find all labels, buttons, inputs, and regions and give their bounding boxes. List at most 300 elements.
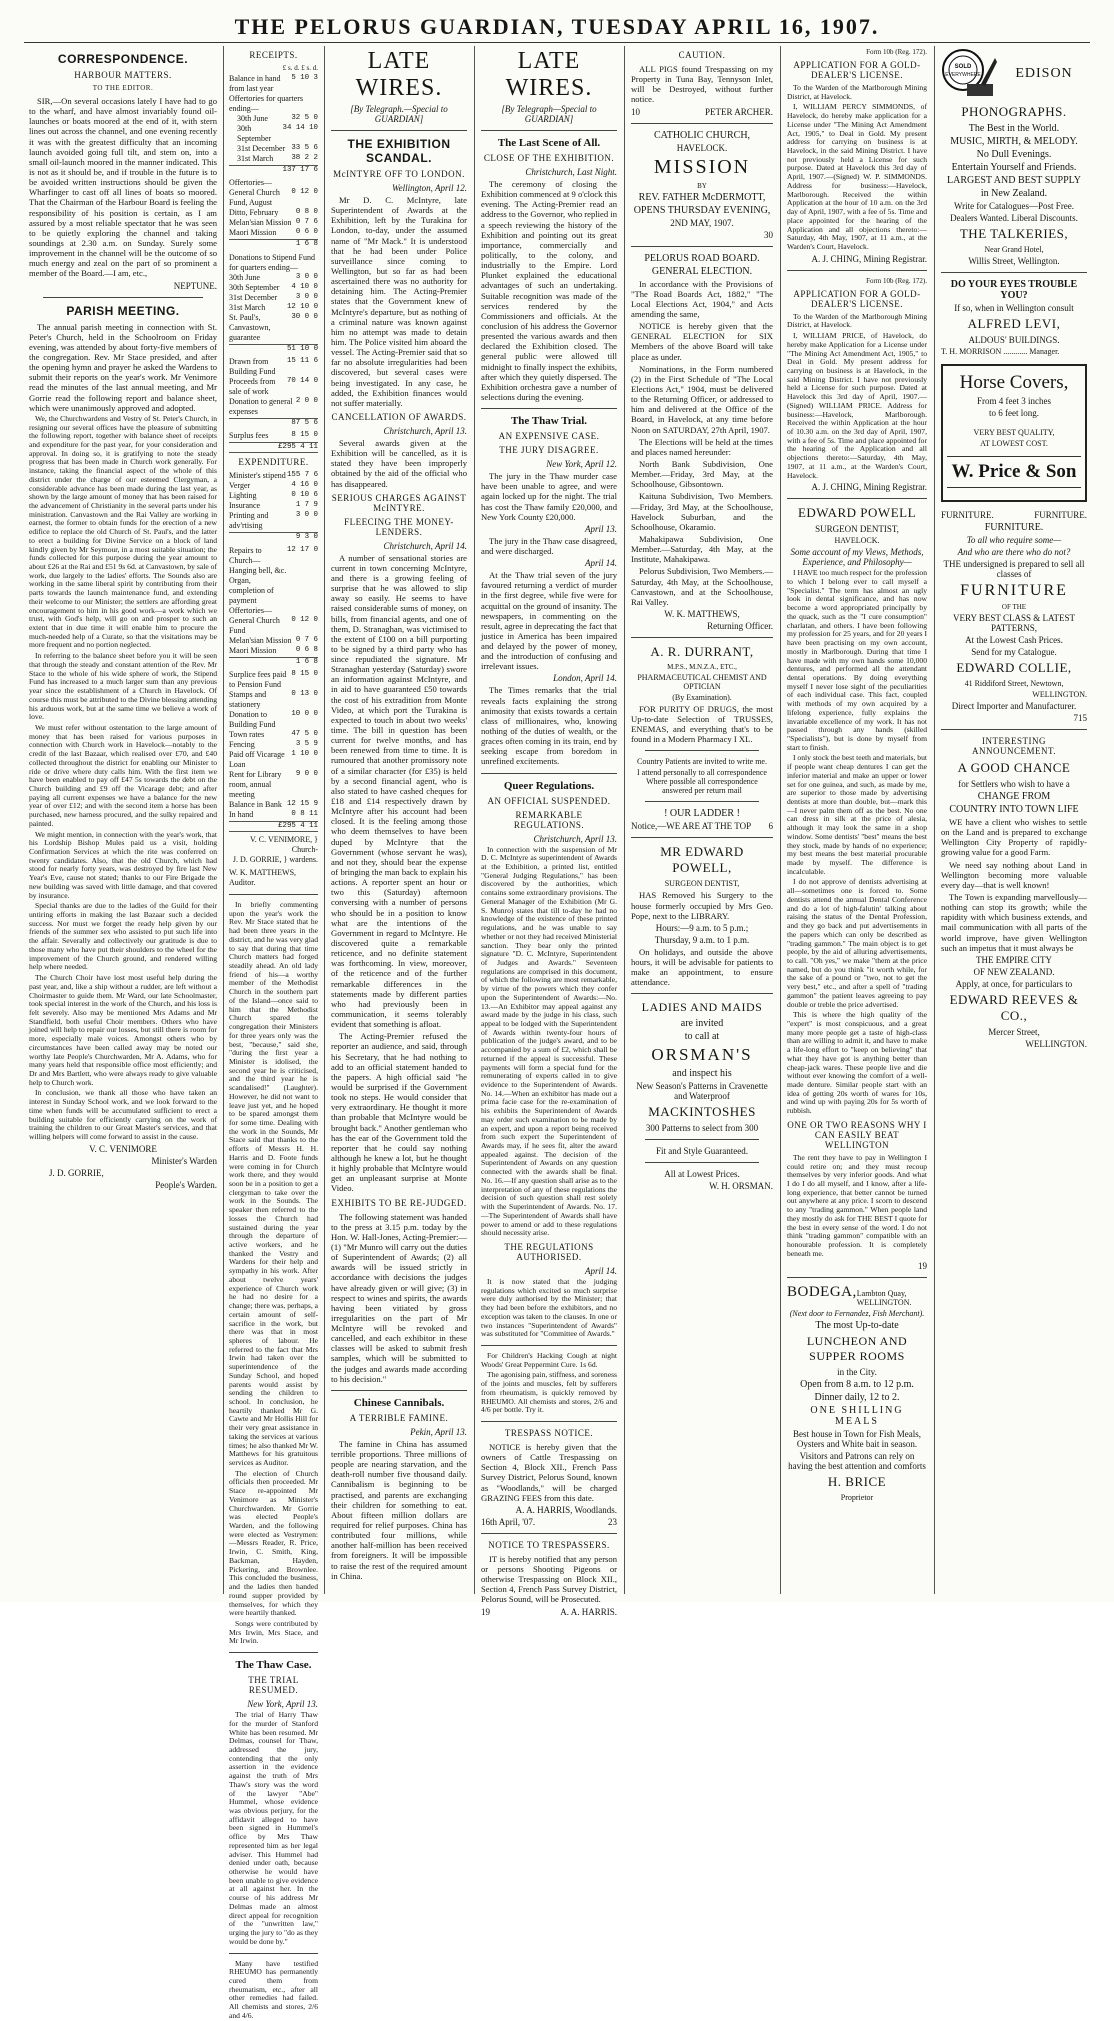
sub-heading: AN EXPENSIVE CASE. — [498, 431, 600, 442]
receipts-ledger — [229, 74, 318, 453]
ledger-row — [229, 690, 318, 710]
ledger-amount: 12 15 9 — [286, 799, 318, 808]
ledger-amount: 12 17 0 — [286, 545, 318, 554]
signature: A. A. HARRIS. — [560, 1606, 617, 1617]
ledger-amount: 33 5 6 — [291, 144, 318, 152]
ledger-amount: 12 10 0 — [286, 302, 318, 311]
notice-number: 6 — [768, 821, 773, 832]
advert-line: OPENS THURSDAY EVENING, — [633, 204, 771, 216]
advert-line: T. H. MORRISON ............ Manager. — [941, 347, 1060, 356]
advert-headline: EDWARD POWELL — [797, 505, 917, 521]
article-heading: The Last Scene of All. — [497, 137, 601, 149]
advert-line: SURGEON DENTIST, — [664, 879, 740, 889]
ledger-amount: 0 7 6 — [295, 218, 318, 227]
advert-line: Send for my Catalogue. — [971, 647, 1057, 657]
notice-body: I, WILLIAM PRICE, of Havelock, do hereby make Application for a License under "The Mining Act Amendment Act, 1905," to Deal in Gold. My present address for carrying on business is at Havelock, in the said Mining District. I have not previously held a License for such purpose. Dated at Havelock this 3rd day of April, 1907.—(Signed) WILLIAM PRICE. Address for business:—Havelock, Marlborough. Received the within Application at the hour of 10.30 a.m. on the 3rd day of April, 1907, with a fee of 5s. Time and place appointed for the hearing of the Application and all objections thereto:—Saturday, 4th May, 1907, at 11 a.m., at the Warden's Court, Havelock. — [787, 331, 927, 480]
advert-line: The Best in the World. — [968, 123, 1060, 134]
subdivision-item: Kaituna Subdivision, Two Members.—Friday, 3rd May, at the Schoolhouse, Havelock Suburban, and the Schoolhouse, Okaramio. — [631, 491, 773, 532]
article-paragraph: The jury in the Thaw case disagreed, and were discharged. — [481, 535, 617, 556]
subdivision-list — [631, 459, 773, 607]
advert-text: We need say nothing about Land in Wellington becoming more valuable every day—that is well known! — [941, 859, 1087, 890]
ledger-amount: 30 0 0 — [291, 312, 318, 321]
notice-body: I, WILLIAM PERCY SIMMONDS, of Havelock, do hereby make application for a License under "The Mining Act Amendment Act, 1905," to Deal in Gold. My present address for carrying on business is at Havelock, in the said Mining District. I have not previously held a License for such purpose. Dated at Havelock this 3rd day of April, 1907.—(Signed) W. P. SIMMONDS. Address for business:—Havelock, Marlborough. Received the within Application at the hour of 10 a.m. on the 3rd day of April, 1907, with a fee of 5s. Time and place appointed for the hearing of the Application and all objections thereto:—Saturday, 4th May, 1907, at 11 a.m., at the Warden's Court, Havelock. — [787, 102, 927, 251]
ledger-amount: 32 5 0 — [291, 114, 318, 122]
divider — [481, 130, 617, 131]
ledger-label: St. Paul's, Canvastown, guarantee — [229, 312, 271, 342]
ledger-row — [229, 740, 318, 750]
sub-heading: ONE OR TWO REASONS WHY I CAN EASILY BEAT WELLINGTON — [787, 1119, 927, 1150]
advert-headline: MISSION — [653, 155, 751, 178]
ledger-row — [229, 471, 318, 481]
advert-footer — [631, 821, 773, 831]
dateline: Christchurch, Last Night. — [525, 167, 617, 177]
ledger-amount: 0 6 0 — [295, 228, 318, 237]
advert-line: Hours:—9 a.m. to 5 p.m.; — [655, 922, 749, 933]
advert-headline: Horse Covers, — [959, 372, 1069, 393]
notice-body: NOTICE is hereby given that the owners of Cattle Trespassing on Section 4, Block XII., French Pass Survey District, Pelorus Sound, known as "Woodlands," will be charged GRAZING FEES from this date. — [481, 1442, 617, 1503]
notice-number: 30 — [764, 229, 773, 240]
ledger-amount: 9 0 0 — [295, 769, 318, 778]
ledger-label: Offertories— — [229, 605, 272, 615]
ledger-amount: 3 5 9 — [295, 739, 318, 748]
advert-line: COUNTRY INTO TOWN LIFE — [949, 804, 1079, 815]
advert-line: to call at — [684, 1031, 720, 1043]
notice-number: 19 — [918, 1260, 927, 1271]
ledger-amount: 47 5 0 — [291, 729, 318, 738]
ledger-row — [229, 283, 318, 293]
offertories-list — [229, 616, 318, 656]
ledger-amount: 0 12 0 — [291, 188, 318, 197]
ledger-amount: 5 10 3 — [291, 74, 318, 82]
article-paragraph: We must refer without ostentation to the large amount of money that has been raised for various purposes in connection with Church work in Havelock—notably to the credit of the last Bazaar, which realised over £70, and £40 collected throughout the district for enabling our Minister to ride or drive where duty calls him. With the first item we have been enabled to pay off £47 5s towards the debt on the Church building and £9 off the Vicarage debt; and after paying all current expenses we have a balance for the new year of over £12; and with the second item a horse has been purchased, new harness procured, and the sulky repaired and painted. — [29, 722, 217, 828]
ledger-label: 30th September — [237, 124, 272, 143]
advert-headline: LUNCHEON AND SUPPER ROOMS — [806, 1333, 908, 1363]
advert-headline: MR EDWARD POWELL, — [660, 844, 744, 876]
ledger-row — [229, 646, 318, 656]
subtotal: 9 3 0 — [229, 532, 318, 542]
advert-line: HAVELOCK. — [834, 536, 880, 546]
subdivision-item: Pelorus Subdivision, Two Members.—Saturday, 4th May, at the Schoolhouse, Canvastown, and at the Schoolhouse, Rai Valley. — [631, 566, 773, 607]
ledger-amount: 4 16 0 — [291, 481, 318, 490]
sub-heading: AN OFFICIAL SUSPENDED. — [487, 795, 611, 806]
column-late-wires-1 — [326, 46, 472, 1594]
ledger-row — [229, 397, 318, 417]
advert-line: to 6 feet long. — [989, 408, 1039, 418]
article-paragraph: The jury in the Thaw murder case have been unable to agree, and were again locked up for the night. The trial has cost the Thaw family £20,000, and New York County £20,000. — [481, 471, 617, 522]
subtotal: 51 10 0 — [229, 344, 318, 354]
section-heading: CORRESPONDENCE. — [57, 52, 189, 66]
ledger-row — [229, 800, 318, 810]
article-paragraph: We might mention, in connection with the year's work, that his Lordship Bishop Mules paid us a visit, holding Confirmation Services at which the rite was conferred on twenty candidates. Also, that the old Church, which had stood for nearly forty years, was destroyed by fire last New Year's Eve, cause not stated; thanks to our Fire Brigade the new building was saved with little damage, and that covered by insurance. — [29, 829, 217, 900]
advert-line: The most Up-to-date — [815, 1319, 899, 1331]
more-list — [229, 730, 318, 820]
ledger-row — [229, 377, 318, 397]
divider — [787, 498, 927, 499]
dateline: London, April 14. — [553, 673, 617, 684]
article-paragraph: The famine in China has assumed terrible proportions. Three millions of people are nearing starvation, and the death-roll number five thousand daily. Cannibalism is beginning to be practised, and parents are exchanging their children for something to eat. About fifteen million dollars are required for relief purposes. China has contributed four millions, while another half-million has been received from foreigners. It will be impossible to raise the rest of the required amount in China. — [331, 1438, 467, 1581]
article-paragraph: The Acting-Premier refused the reporter an audience, and said, through his Secretary, that he had nothing to add to an official statement handed to the papers. A high official said "he would be surprised if the Government took no steps. He would consider that very extraordinary. He thought it more than probable that McIntyre would be brought back." Another gentleman who has the ear of the Government told the reporter that he could say nothing although he knew a lot, but he thought it highly probable that McIntyre would get an unpleasant surprise at Monte Video. — [331, 1031, 467, 1194]
ledger-row — [229, 124, 318, 144]
ledger-amount: 3 0 0 — [295, 272, 318, 281]
advert-headline: LADIES AND MAIDS — [641, 1000, 763, 1015]
logo-text-top: SOLD — [954, 64, 972, 70]
ledger-label: Paid off Vicarage Loan — [229, 749, 285, 769]
ledger-label: 30th June — [229, 272, 260, 282]
ledger-row — [229, 208, 318, 218]
advert-text: FOR PURITY OF DRUGS, the most Up-to-date Selection of TRUSSES, ENEMAS, and everything that's to be found in a Modern Pharmacy I XL. — [631, 703, 773, 745]
advert-line: SURGEON DENTIST, — [815, 524, 899, 535]
advert-headline: MACKINTOSHES — [648, 1104, 756, 1120]
ledger-row — [229, 546, 318, 606]
ledger-amount: 38 2 2 — [291, 154, 318, 162]
ledger-row — [229, 228, 318, 238]
advert-line: for Settlers who wish to have a — [958, 779, 1070, 789]
ledger-label: 31st December — [229, 292, 278, 302]
masthead: THE PELORUS GUARDIAN, TUESDAY APRIL 16, 1907. — [234, 14, 880, 39]
column-rule — [780, 46, 781, 1594]
ledger-label: Melan'sian Mission — [229, 218, 292, 228]
divider — [787, 1277, 927, 1278]
form-number: Form 10b (Reg. 172). — [866, 276, 927, 285]
advert-line: No Dull Evenings. — [976, 149, 1052, 160]
advert-header — [787, 1284, 927, 1307]
advert-headline: DO YOUR EYES TROUBLE YOU? — [950, 279, 1078, 301]
advert-line: ! OUR LADDER ! — [664, 808, 740, 820]
ledger-row — [229, 273, 318, 283]
article-paragraph: In referring to the balance sheet before you it will be seen that through the steady and constant attention of the Rev. Mr Stace to the whole of his wide sphere of work, the Stipend Fund has increased to a much larger sum than any previous year since the establishment of a Church in Havelock. Of course this must be attributed to the Divine blessing attending his arduous work, but at the same time we believe a work of love. — [29, 651, 217, 722]
divider — [631, 637, 773, 638]
ledger-amount: 0 8 11 — [291, 809, 318, 818]
ledger-row — [229, 114, 318, 124]
ledger-row — [229, 501, 318, 511]
advert-headline: FURNITURE — [960, 582, 1068, 599]
article-paragraph: We, the Churchwardens and Vestry of St. Peter's Church, in resigning our several offices have the pleasure of submitting the following report, together with balance sheet of receipts and expenditure for the past year, for your consideration and approval. In doing so, it is gratifying to note the steady progress that has been made in Church work generally. For instance, taking the financial aspect of the whole of this district under the charge of our esteemed Clergyman, a considerable advance has been made during the last year, as shown by the large amount of money that has been raised for the advancement of Christianity in the several parts under his ministration. Canvastown and the Rai Valley are working in earnest, the former to obtain funds for the erection of a new edifice to replace the old Church of St. Paul's, and the latter to erect a building for Divine Service on a block of land kindly given by Mr Seymour, in a most suitable situation; the funds collected for this purpose during the year amount to about £26 at the Rai and £51 9s 6d. at Canvastown, by sale of work, due largely to the ladies' efforts. The Sounds also are working in the same liberal spirit by contributing from their parts towards the launch maintenance fund, and extending their welcome to our Minister; the settlers are affording great encouragement to him in his good work—a work which we trust, with God's help, will go on and prosper to such an extent that in due time it will enable him to procure the much-needed help of a Curate, so that the visitations may be more frequent and no portion neglected. — [29, 413, 217, 650]
divider — [631, 246, 773, 247]
advert-line: Notice,—WE ARE AT THE TOP — [631, 821, 752, 832]
notice-body: ALL PIGS found Trespassing on my Property in Tuna Bay, Tennyson Inlet, will be Destroyed, without further notice. — [631, 64, 773, 105]
advert-text: Many have testified RHEUMO has permanently cured them from rheumatism, etc., after all other remedies had failed. All chemists and stores, 2/6 and 4/6. — [229, 1958, 318, 2020]
advert-line: 300 Patterns to select from 300 — [645, 1123, 759, 1134]
divider — [631, 837, 773, 838]
ledger-label: Donation to general expenses — [229, 396, 293, 416]
ledger-row — [229, 357, 318, 377]
article-paragraph: The election of Church officials then proceeded. Mr Stace re-appointed Mr Venimore as Minister's Churchwarden. Mr Gorrie was elected People's Warden, and the following were elected as Vestrymen:—Messrs Reader, R. Price, Irwin, C. Smith, King, Backman, Hayden, Pickering, and Brownlee. This concluded the business, and the ladies then handed round supper provided by themselves, for which they were heartily thanked. — [229, 1468, 318, 1618]
advert-line: Dealers Wanted. Liberal Discounts. — [950, 213, 1078, 223]
edison-title — [1001, 63, 1087, 85]
ledger-amount: 15 11 6 — [286, 356, 318, 365]
notice-body: IT is hereby notified that any person or persons Shooting Pigeons or otherwise Trespassing on Block XII., Section 4, French Pass Survey District, Pelorus Sound, will be Prosecuted. — [481, 1553, 617, 1605]
advert-line: WELLINGTON. — [1025, 1038, 1087, 1049]
divider — [645, 1162, 759, 1163]
advert-text: The agonising pain, stiffness, and soreness of the joints and muscles, felt by sufferers from rheumatism, is quickly removed by RHEUMO. All chemists and stores, 2/6 and 4/6 per bottle. Try it. — [481, 1370, 617, 1415]
ledger-row — [229, 750, 318, 770]
ledger-amount: 155 7 6 — [286, 471, 318, 480]
column-rule — [624, 46, 625, 1594]
advert-line: 41 Riddiford Street, Newtown, — [964, 679, 1064, 688]
ledger-label: 30th September — [229, 282, 280, 292]
advert-line: FURNITURE. — [941, 510, 994, 520]
advert-headline: EDISON — [1015, 66, 1073, 81]
advert-line: From 4 feet 3 inches — [977, 396, 1051, 406]
ledger-label: Maori Mission — [229, 645, 277, 655]
top-rule — [24, 42, 1090, 43]
notice-heading: PELORUS ROAD BOARD. — [644, 252, 760, 264]
advert-line: THE EMPIRE CITY — [976, 954, 1052, 965]
article-heading: The Thaw Trial. — [510, 415, 588, 428]
logo-text-bottom: EVERYWHERE — [945, 72, 981, 78]
ledger-label: 31st December — [237, 144, 286, 153]
advert-line: VERY BEST QUALITY, — [973, 428, 1055, 437]
column-rule — [934, 46, 935, 1594]
dateline: New York, April 13. — [247, 1699, 318, 1710]
dateline: April 14. — [584, 1265, 617, 1276]
divider — [941, 729, 1087, 730]
dateline: Wellington, April 12. — [391, 183, 467, 193]
expenditure-heading: EXPENDITURE. — [238, 457, 309, 468]
ledger-row — [229, 94, 318, 114]
ledger-amount: 3 0 0 — [295, 511, 318, 520]
advert-line: Write for Catalogues—Post Free. — [953, 201, 1075, 211]
advert-text: On holidays, and outside the above hours, it will be advisable for patients to make an appointment, to ensure attendance. — [631, 946, 773, 988]
article-paragraph: The Church Choir have lost most useful help during the past year, and, like a ship without a rudder, are left without a Choirmaster to guide them. Mr Ward, our late Schoolmaster, took special interest in the work of the Church, and his loss is felt severely. Also may be mentioned Mrs Adams and Mr Standfield, both useful Choir members. Others who have joined will help to repair our losses, but still there is room for more, especially male voices. Amongst others who by circumstances have been called away may be noted our worthy late People's Churchwarden, Mr A. Adams, who for many years held that responsible office most efficiently; and Dr and Mrs Bartlett, who were always ready to give valuable help to Church work. — [29, 973, 217, 1087]
ledger-row — [229, 188, 318, 208]
divider — [631, 993, 773, 994]
letter-body: SIR,—On several occasions lately I have had to go to the wharf, and have almost invariably found oil-launches or boats moored at the end of it, with stern lines out across the channel, and one evening recently it was with the greatest difficulty that an incoming launch avoided going full tilt, and stem on, into a small oil-launch moored in the manner indicated. This is not as it should be, and if trouble in the future is to be avoided written instructions should be given the Wharfinger to cast off all lines of boats so moored. That the Chairman of the Harbour Board is feeling the responsibility of his position is certain, as I am assured by a most reliable spectator that he was seen to be quietly exploring the channel and taking soundings at 2.30 a.m. on Sunday. Surely some improvement in the channel will be the outcome of so much energy and zeal on the part of so prominent a member of the Board.—I am, etc., — [29, 96, 217, 279]
sub-heading: THE TRIAL RESUMED. — [248, 1675, 299, 1696]
article-paragraph: The annual parish meeting in connection with St. Peter's Church, held in the Schoolroom on Friday evening, was attended by about forty-five members of the congregation. Rev. Mr Stace presided, and after the opening hymn and prayer he asked the Wardens to submit their reports on the year's work. Mr Venimore read the minutes of the last annual meeting, and Mr Gorrie read the following report and balance sheet, which were unanimously approved and adopted. — [29, 321, 217, 413]
advert-line: 2ND MAY, 1907. — [670, 217, 734, 228]
ledger-amount: 3 0 0 — [295, 292, 318, 301]
advert-line: Apply, at once, for particulars to — [955, 978, 1073, 989]
ledger-label: Donation to Building Fund — [229, 709, 276, 729]
ledger-amount: 10 0 0 — [291, 709, 318, 718]
dateline: Christchurch, April 13. — [383, 425, 467, 436]
advert-headline: ALFRED LEVI, — [967, 316, 1061, 331]
article-paragraph: A number of sensational stories are current in town concerning McIntyre, and there is a growing feeling of surprise that he was allowed to slip away so easily. He seems to have raised considerable sums of money, on bills, from financial agents, and one of them, D. Stranaghan, was victimised to the extent of £100 on a bill purporting to be signed by a third party who has since repudiated the signature. Mr Stranaghan yesterday (Saturday) swore an information against McIntyre, and in aid to have guaranteed £50 towards the cost of his extradition from Monte Video, at which port the Turakina is expected to touch in about two weeks' time. The bill in question has been current for twelve months, and has been renewed from time to time. It is rumoured that another promissory note of a similar character (for £35) is held by a second financial agent, who is also stated to have cashed cheques for £18 and £14 respectively drawn by McIntyre after his account had been closed. It is the feeling among those who deem themselves to have been duped by McIntyre that the Government (whose servant he was), and not they, should bear the expense of bringing the man back to explain his actions. A reporter spent an hour or two this (Saturday) afternoon conversing with a number of persons who should be in a position to know what are the intentions of the Government in regard to McIntyre. He discovered quite a remarkable reticence, and no definite statement was forthcoming. In view, moreover, of the reticence and of the further remarkable differences in the statements made by different parties who had previously been in communication, it seems tolerably evident that something is afloat. — [331, 552, 467, 1030]
ledger-label: Melan'sian Mission — [229, 635, 292, 645]
sub-heading: THE JURY DISAGREE. — [499, 445, 599, 456]
advert-line: AT LOWEST COST. — [980, 439, 1048, 448]
ledger-row — [229, 218, 318, 228]
advert-line: PHARMACEUTICAL CHEMIST AND OPTICIAN — [637, 672, 767, 691]
divider — [229, 1652, 318, 1653]
total: £295 4 11 — [229, 442, 318, 453]
form-number: Form 10b (Reg. 172). — [866, 48, 927, 56]
divider — [481, 1533, 617, 1534]
advert-text: For Children's Hacking Cough at night Woods' Great Peppermint Cure. 1s 6d. — [481, 1350, 617, 1369]
advert-text: The Town is expanding marvellously—nothing can stop its growth; while the rapidity with which business extends, and mail communication with all parts of the world improve, have given Wellington such an impetus that it must always be — [941, 891, 1087, 953]
advert-text: I do not approve of dentists advertising at all—sometimes one is forced to. Some dentists attend the annual Dental Conference and do a lot of high-falutin' talking about raising the status of the Dental Profession, and they go back and put advertisements in the papers which can only be described as "trading gammon." The main object is to get people, by the aid of alluring advertisements, to call. "Oh yes," we make "them at the price named, but do you think "it worth while, for the sake of a pound or "two, not to get the very best," etc., and after a spell of "trading gammon" the patient leaves agreeing to pay double or treble the price advertised. — [787, 877, 927, 1009]
ledger-amount: 0 7 6 — [295, 635, 318, 644]
advert-line: and inspect his — [672, 1068, 732, 1080]
advert-line: CATHOLIC CHURCH, — [653, 129, 751, 141]
advert-headline: EDWARD REEVES & CO., — [949, 991, 1079, 1023]
byline: [By Telegraph—Special to GUARDIAN] — [501, 104, 597, 124]
ledger-row — [229, 293, 318, 303]
article-paragraph: In connection with the suspension of Mr D. C. McIntyre as superintendent of Awards at the Exhibition, a printed list, entitled "General Judging Regulations," has been discovered by the authorities, which contains some extraordinary provisions. The General Manager of the Exhibition (Mr G. S. Munro) states that till to-day he had no knowledge of the existence of these printed regulations, and he was unable to say whether or not they had received Ministerial sanction. They bear only the printed signature "D. C. McIntyre, Superintendent of Judges and Awards." Seventeen regulations are comprised in this document, of which the following are most remarkable, by virtue of the powers which they confer upon the Superintendent of Awards:—No. 13.—An Exhibitor may appeal against any award made by the judge in his class, such appeal to be lodged with the Superintendent of Awards within twenty-four hours of publication of the judge's award, and to be accompanied by a sum of £2, which shall be returned if the appeal is successful. These payments will form a special fund for the remunerating of experts called in to give evidence to the Superintendent of Awards. No. 14.—When an exhibitor has made out a prima facie case for the re-examination of his exhibits the Superintendent of Awards may order such examination to be made by an expert, and upon a report being received from such expert the Superintendent of Awards may, if he sees fit, alter the award appealed against. The decision of the Superintendent of Awards on any question connected with the awards shall be final. No. 16.—If any question shall arise as to the interpretation of any of these regulations the decision of such question shall rest solely with the Superintendent of Awards. No. 17.—The Superintendent of Awards shall have power to amend or add to these regulations should necessity arise. — [481, 844, 617, 1238]
advert-text: HAS Removed his Surgery to the house formerly occupied by Mrs Geo. Pope, next to the LIBRARY. — [631, 890, 773, 921]
ledger-amount: 1 7 9 — [295, 501, 318, 510]
section-heading: LATE WIRES. — [505, 48, 593, 101]
ledger-label: Ditto, February — [229, 208, 279, 218]
ledger-label: Surplus fees — [229, 431, 269, 440]
advert-line: THE undersigned is prepared to sell all classes of — [943, 559, 1085, 579]
divider — [481, 773, 617, 774]
divider — [645, 1139, 759, 1140]
advert-line: Best house in Town for Fish Meals, Oysters and White bait in season. — [793, 1428, 921, 1449]
sub-heading: CLOSE OF THE EXHIBITION. — [483, 153, 615, 163]
dateline: New York, April 12. — [546, 459, 617, 470]
ledger-label: Lighting — [229, 491, 257, 501]
advert-headline: A GOOD CHANCE — [957, 760, 1071, 775]
advert-line: Open from 8 a.m. to 12 p.m. — [800, 1378, 914, 1390]
ledger-row — [229, 303, 318, 313]
advert-headline: THE TALKERIES, — [959, 226, 1069, 241]
ledger-label: Town rates — [229, 729, 265, 739]
advert-line: HAVELOCK. — [676, 142, 728, 153]
subtotal: 137 17 6 — [229, 165, 318, 175]
notice-date: 16th April, '07. — [481, 1516, 536, 1527]
ledger-label: Verger — [229, 481, 251, 491]
column-balance-sheet — [224, 46, 323, 2020]
advert-line: Entertain Yourself and Friends. — [951, 162, 1077, 173]
ledger-label: Printing and adv'rtising — [229, 511, 269, 531]
notice-heading: GENERAL ELECTION. — [651, 265, 753, 277]
dateline: Christchurch, April 14. — [383, 540, 467, 551]
signature: A. A. HARRIS, Woodlands. — [515, 1504, 617, 1515]
advert-line: OF THE — [1001, 603, 1027, 611]
divider — [229, 894, 318, 895]
receipts-heading: RECEIPTS. — [249, 50, 298, 60]
divider — [941, 272, 1087, 273]
ledger-amount: 0 13 0 — [291, 689, 318, 698]
ledger-label: 30th June — [237, 114, 268, 123]
ledger-amount: 0 10 6 — [291, 491, 318, 500]
advert-line: M.P.S., M.N.Z.A., ETC., — [667, 662, 737, 671]
notice-footer — [481, 1607, 617, 1617]
dateline: April 13. — [584, 523, 617, 534]
ledger-row — [229, 710, 318, 730]
ledger-label: Insurance — [229, 501, 261, 511]
advert-line: WELLINGTON. — [1032, 690, 1087, 699]
signature: A. J. CHING, Mining Registrar. — [811, 253, 927, 264]
ledger-row — [229, 730, 318, 740]
phonograph-logo — [941, 48, 997, 100]
advert-line: Thursday, 9 a.m. to 1 p.m. — [654, 934, 750, 945]
dateline: April 14. — [584, 558, 617, 569]
advert-headline: EDWARD COLLIE, — [956, 660, 1072, 675]
notice-body: In accordance with the Provisions of "The Road Boards Act, 1882," "The Local Elections Act, 1904," and Acts amending the same, — [631, 278, 773, 319]
ledger-row — [229, 491, 318, 501]
article-paragraph: In briefly commenting upon the year's work the Rev. Mr Stace stated that he had been three years in the district, and he was very glad to say that during that time Church matters had forged steadily ahead. An old lady friend of his—a worthy member of the Methodist Church in the southern part of the Island—once said to him that the Methodist Church spared the congregation their Ministers for three years only was the best, "because," said she, "during the first year a Minister is idolised, the second year he is criticised, and the third year he is scandalised!" (Laughter). However, he did not want to leave just yet, and he hoped to be spared amongst them for some time. Dealing with the work in the Sounds, Mr Stace said that thanks to the efforts of Messrs H. H. Harris and D. Foote funds were coming in for Church work there, and they would soon be in a position to get a clergyman to take over the work in the Sounds. The speaker then referred to the losses the Church had sustained during the year through the departure of active workers, and he thanked the Vestry and Wardens for their help and sympathy in his work. After about twelve years' experience of Church work he had no desire for a change; there was, perhaps, a certain amount of self-sacrifice in the work, but there was that in most spheres of labour. He referred to the fact that Mrs Irwin had taken over the superintendence of the Sunday School, and hoped parents would assist by sending the children to school. In conclusion, he heartily thanked Mr G. Cawte and Mr Hollis Hill for their very great assistance in taking the services at various times; he also thanked Mr W. Matthews for his gratuitous services as Auditor. — [229, 900, 319, 1467]
advert-line: VERY BEST CLASS & LATEST PATTERNS, — [952, 613, 1076, 633]
advert-line: If so, when in Wellington consult — [954, 303, 1074, 313]
subtotal: 87 5 6 — [229, 418, 318, 428]
divider — [229, 1953, 318, 1954]
divider — [631, 123, 773, 124]
ledger-row — [229, 810, 318, 820]
wardens-signature: V. C. VENIMORE, } Church- J. D. GORRIE, } wardens. — [232, 835, 318, 864]
advert-text: This is where the high quality of the "expert" is most conspicuous, and a great many more people get a taste of high-class than are willing to admit it, and have to make a life-long effort to "keep on believing" that what they have got is anything better than cheap-jack wares. These people live and die without ever knowing the comfort of a well-made denture. Similar people start with an idea of getting 20s worth of wares for 10s, and wind up with paying 20s for 5s worth of rubbish. — [787, 1010, 927, 1116]
ledger-label: Maori Mission — [229, 228, 277, 238]
notice-number: 23 — [608, 1516, 617, 1527]
ledger-amount: 0 8 0 — [295, 208, 318, 217]
ledger-row — [229, 511, 318, 531]
article-heading: Chinese Cannibals. — [353, 1396, 445, 1409]
notice-heading: APPLICATION FOR A GOLD-DEALER'S LICENSE. — [793, 288, 921, 309]
ledger-row — [229, 313, 318, 343]
ledger-label: Offertories— — [229, 178, 272, 188]
ledger-label: Proceeds from sale of work — [229, 376, 276, 396]
advert-line: LARGEST AND BEST SUPPLY — [947, 175, 1081, 186]
signature: V. C. VENIMORE — [89, 1143, 157, 1154]
notice-body: Nominations, in the Form numbered (2) in the First Schedule of "The Local Elections Act," 1904, must be delivered to the Returning Officer, or addressed to him and delivered at the Office of the Board, in Havelock, at any time before Noon on SATURDAY, 27th April, 1907. — [631, 363, 773, 435]
article-heading: THE EXHIBITION SCANDAL. — [347, 137, 451, 165]
ledger-amount: 0 12 0 — [291, 615, 318, 624]
advert-line: Proprietor — [840, 1492, 874, 1502]
advert-line: CHANGE FROM — [977, 791, 1051, 802]
ledger-label: Stamps and stationery — [229, 689, 267, 709]
advert-line: in the City. — [837, 1366, 877, 1377]
advert-line: REV. FATHER McDERMOTT, — [638, 191, 766, 203]
edison-logo-block — [941, 48, 1087, 100]
article-paragraph: In conclusion, we thank all those who have taken an interest in Sunday School work, and we look forward to the time when funds will be accumulated sufficient to erect a building suitable for efficiently carrying on the work of training the children to our Great Master's services, and that willing helpers will come forward to assist in the cause. — [29, 1088, 217, 1142]
ledger-label: Drawn from Building Fund — [229, 356, 276, 376]
notice-heading: NOTICE TO TRESPASSERS. — [488, 1539, 610, 1550]
divider — [481, 1421, 617, 1422]
divider — [645, 801, 759, 802]
signature: PETER ARCHER. — [704, 106, 773, 117]
advert-line: At the Lowest Cash Prices. — [965, 635, 1063, 645]
ledger-amount: 2 0 0 — [295, 396, 318, 405]
ledger-label: General Church Fund — [229, 615, 280, 635]
article-paragraph: At the Thaw trial seven of the jury favoured returning a verdict of murder in the first degree, while five were for acquittal on the ground of insanity. The newspapers, in commenting on the result, agree in deprecating the fact that justice in America has been impaired and delayed by the power of money, and the introduction of confusing and irrelevant issues. — [481, 570, 617, 672]
sub-heading: McINTYRE OFF TO LONDON. — [333, 169, 465, 179]
ledger-row — [229, 636, 318, 646]
price-son-advert — [941, 364, 1087, 502]
column-licenses — [782, 46, 932, 1594]
signature: W. H. ORSMAN. — [709, 1181, 773, 1192]
auditor: W. K. MATTHEWS, Auditor. — [229, 868, 297, 887]
signature-role: People's Warden. — [155, 1179, 217, 1190]
notice-body: NOTICE is hereby given that the GENERAL ELECTION for SIX Members of the above Board will take place as under. — [631, 321, 773, 362]
signature: A. J. CHING, Mining Registrar. — [811, 482, 927, 493]
subtotal: 1 6 8 — [229, 657, 318, 667]
expenditure-list — [229, 471, 318, 531]
notice-heading: TRESPASS NOTICE. — [504, 1428, 594, 1439]
divider — [331, 1390, 467, 1391]
ledger-label: General Church Fund, August — [229, 188, 280, 208]
sub-heading: THE REGULATIONS AUTHORISED. — [504, 1241, 594, 1262]
advert-line: Fit and Style Guaranteed. — [656, 1146, 748, 1157]
byline: [By Telegraph.—Special to GUARDIAN] — [350, 104, 448, 124]
sub-heading: EXHIBITS TO BE RE-JUDGED. — [331, 1197, 467, 1208]
advert-line: To all who require some— — [966, 535, 1062, 545]
ledger-row — [229, 74, 318, 94]
advert-line: Willis Street, Wellington. — [968, 256, 1060, 266]
article-paragraph: Special thanks are due to the ladies of the Guild for their untiring efforts in making the last Bazaar such a decided success. Nor must we forget the ready help given by our friends of the summer sex who assisted to put such life into the affair. Severally and collectively our gratitude is due to those many who have put their shoulders to the wheel for the improvement of the Church ground, and rendered willing help where needed. — [29, 901, 217, 972]
ledger-label: Balance in Bank — [229, 799, 282, 809]
column-rule — [474, 46, 475, 1594]
article-paragraph: The trial of Harry Thaw for the murder of Stanford White has been resumed. Mr Delmas, counsel for Thaw, addressed the jury, contending that the only assertion in the evidence against the truth of Mrs Thaw's story was the word of the lawyer "Abe" Hummel, whose evidence was obvious perjury, for the affidavit alleged to have been signed in Hummel's office by Mrs Thaw represented him as her legal adviser. This Hummel had denied under oath, because otherwise he would have been unable to give evidence at all against her. In the course of his address Mr Delmas made an almost direct appeal for recognition of the "unwritten law," urging the jury to "do as they would be done by." — [229, 1710, 318, 1946]
notice-body: The Elections will be held at the times and places named hereunder: — [631, 436, 773, 457]
subdivision-item: Mahakipawa Subdivision, One Member.—Saturday, 4th May, at the Institute, Mahakipawa. — [631, 533, 773, 565]
advert-line: Mercer Street, — [988, 1026, 1040, 1037]
article-paragraph: Mr D. C. McIntyre, late Superintendent of Awards at the Exhibition, left by the Turakina for London, to-day, under the assumed name of "Mr Mack." It is understood that he had been under Police surveillance since coming to Wellington, but so far as had been ascertained there was no authority for detaining him. The Acting-Premier states that the Government knew of McIntyre's departure, but as nothing of a criminal nature was known against him no attempt was made to detain him. The Police visited him aboard the vessel. The Acting-Premier said that so far no absolute irregularities had been discovered, but several cases were being investigated. In any case, he added, the Exhibition finances would not suffer materially. — [331, 195, 467, 408]
advert-line: Direct Importer and Manufacturer. — [951, 701, 1077, 711]
notice-heading: CAUTION. — [678, 50, 726, 60]
column-correspondence — [24, 46, 222, 1594]
